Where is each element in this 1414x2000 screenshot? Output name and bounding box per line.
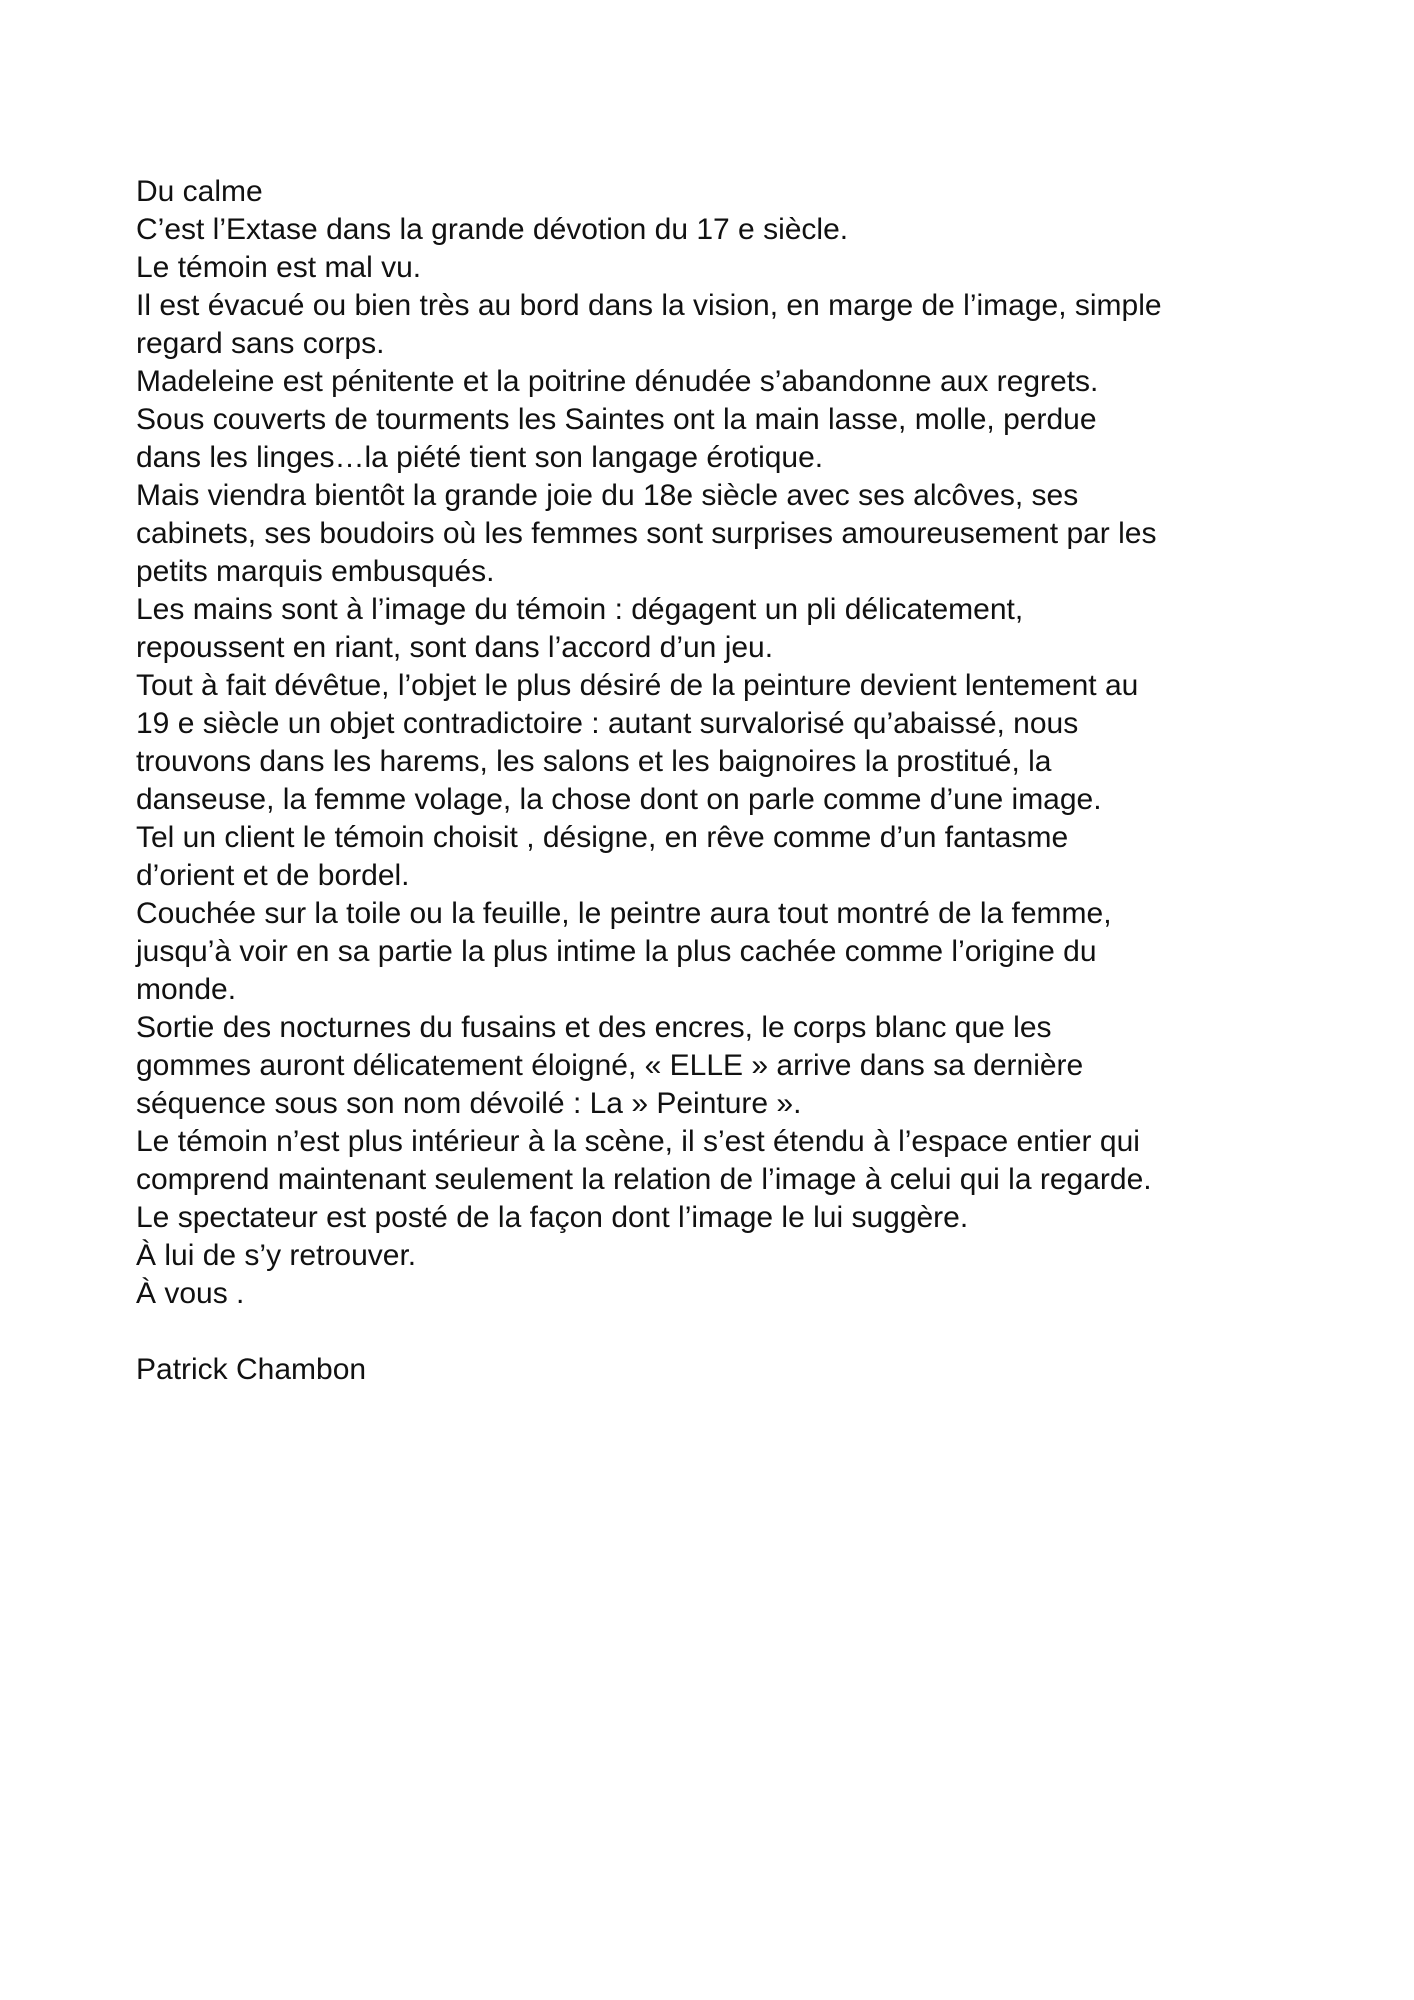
text-line: danseuse, la femme volage, la chose dont on parle comme d’une image.: [136, 783, 1102, 816]
text-line: Sortie des nocturnes du fusains et des encres, le corps blanc que les: [136, 1011, 1052, 1044]
text-line: Du calme: [136, 175, 263, 208]
text-line: Mais viendra bientôt la grande joie du 18e siècle avec ses alcôves, ses: [136, 479, 1079, 512]
body-text: [136, 173, 1296, 1313]
text-line: monde.: [136, 973, 237, 1006]
text-line: gommes auront délicatement éloigné, « ELLE » arrive dans sa dernière: [136, 1049, 1084, 1082]
text-line: séquence sous son nom dévoilé : La » Peinture ».: [136, 1087, 802, 1120]
text-line: À vous .: [136, 1277, 245, 1310]
paragraph-spacer: [136, 1313, 1296, 1351]
text-line: Le spectateur est posté de la façon dont l’image le lui suggère.: [136, 1201, 969, 1234]
text-line: d’orient et de bordel.: [136, 859, 410, 892]
signature: Patrick Chambon: [136, 1353, 367, 1386]
text-line: Les mains sont à l’image du témoin : dégagent un pli délicatement,: [136, 593, 1024, 626]
text-line: Le témoin n’est plus intérieur à la scène, il s’est étendu à l’espace entier qui: [136, 1125, 1140, 1158]
text-line: Tout à fait dévêtue, l’objet le plus désiré de la peinture devient lentement au: [136, 669, 1139, 702]
text-line: Madeleine est pénitente et la poitrine dénudée s’abandonne aux regrets.: [136, 365, 1099, 398]
text-line: trouvons dans les harems, les salons et les baignoires la prostitué, la: [136, 745, 1052, 778]
text-line: À lui de s’y retrouver.: [136, 1239, 417, 1272]
text-line: regard sans corps.: [136, 327, 385, 360]
text-line: Couchée sur la toile ou la feuille, le peintre aura tout montré de la femme,: [136, 897, 1112, 930]
text-line: Sous couverts de tourments les Saintes ont la main lasse, molle, perdue: [136, 403, 1097, 436]
text-line: Tel un client le témoin choisit , désigne, en rêve comme d’un fantasme: [136, 821, 1069, 854]
text-line: repoussent en riant, sont dans l’accord d’un jeu.: [136, 631, 774, 664]
document-page: [136, 173, 1296, 1389]
text-line: cabinets, ses boudoirs où les femmes sont surprises amoureusement par les: [136, 517, 1157, 550]
text-line: Il est évacué ou bien très au bord dans la vision, en marge de l’image, simple: [136, 289, 1162, 322]
text-line: petits marquis embusqués.: [136, 555, 495, 588]
text-line: 19 e siècle un objet contradictoire : autant survalorisé qu’abaissé, nous: [136, 707, 1079, 740]
text-line: comprend maintenant seulement la relation de l’image à celui qui la regarde.: [136, 1163, 1152, 1196]
text-line: C’est l’Extase dans la grande dévotion du 17 e siècle.: [136, 213, 849, 246]
text-line: dans les linges…la piété tient son langage érotique.: [136, 441, 824, 474]
text-line: Le témoin est mal vu.: [136, 251, 422, 284]
text-line: jusqu’à voir en sa partie la plus intime la plus cachée comme l’origine du: [136, 935, 1097, 968]
